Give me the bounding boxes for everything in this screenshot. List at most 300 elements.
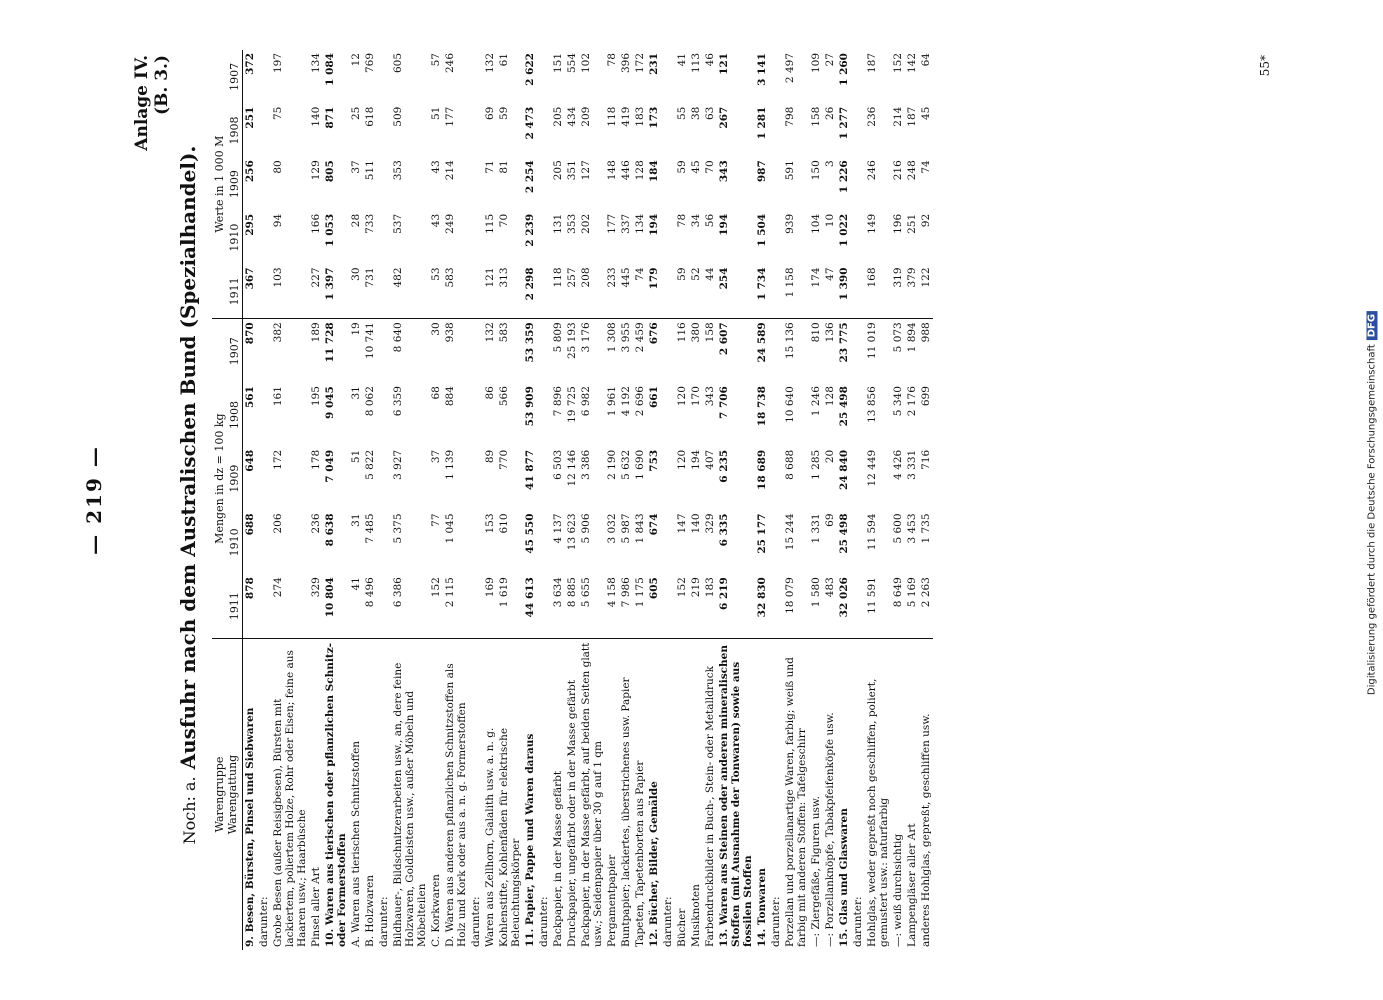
werte-cell: 78	[605, 53, 618, 67]
table-row	[919, 50, 933, 950]
table-row	[675, 50, 689, 950]
mengen-cell	[851, 319, 865, 383]
werte-cell: 1 390	[837, 267, 850, 301]
werte-cell: 227	[309, 267, 322, 288]
mengen-cell: 10 640	[783, 386, 796, 423]
mengen-year-1907: 1907	[227, 319, 243, 383]
werte-cell: 343	[717, 160, 730, 183]
mengen-cell	[469, 447, 483, 511]
header-goods	[212, 639, 243, 951]
mengen-cell: 4 426	[891, 449, 904, 480]
mengen-cell: 5 073	[891, 319, 905, 383]
mengen-cell: 45 550	[523, 513, 536, 554]
mengen-cell: 18 079	[783, 577, 796, 614]
werte-cell: 177	[443, 106, 456, 127]
table-row	[633, 50, 647, 950]
mengen-cell: 566	[497, 386, 510, 407]
mengen-cell: 153	[483, 513, 496, 534]
table-row	[242, 50, 257, 950]
mengen-cell: 2 115	[443, 577, 456, 608]
werte-cell	[769, 211, 783, 265]
mengen-cell: 1 961	[605, 386, 618, 417]
werte-cell: 142	[905, 53, 918, 74]
werte-cell: 75	[271, 106, 284, 121]
mengen-cell: 8 062	[363, 386, 376, 417]
row-label: Waren aus Zellhorn, Galalith usw. a. n. g.	[483, 639, 497, 951]
mengen-cell: 3 634	[551, 577, 564, 608]
werte-cell: 140	[309, 106, 322, 127]
werte-cell: 174	[809, 267, 822, 288]
mengen-cell: 1 285	[809, 449, 822, 480]
werte-cell: 1 504	[755, 213, 768, 247]
werte-cell	[469, 264, 483, 318]
werte-cell: 246	[443, 53, 456, 74]
row-label: Tapeten, Tapetenborten aus Papier	[633, 639, 647, 951]
mengen-cell	[257, 574, 271, 638]
row-label: 15. Glas und Glaswaren	[837, 639, 851, 951]
table-row	[429, 50, 443, 950]
mengen-cell: 343	[703, 386, 716, 407]
mengen-cell	[851, 510, 865, 574]
mengen-cell: 147	[675, 513, 688, 534]
mengen-cell: 483	[823, 577, 836, 598]
mengen-cell: 10 804	[323, 577, 336, 618]
mengen-cell: 31	[349, 513, 362, 527]
werte-cell	[257, 264, 271, 318]
mengen-cell: 770	[497, 449, 510, 470]
mengen-cell: 1 331	[809, 513, 822, 544]
werte-cell: 372	[243, 53, 256, 75]
row-label: B. Holzwaren	[363, 639, 377, 951]
row-label: 10. Waren aus tierischen oder pflanzlichen Schnitz- oder Formerstoffen	[323, 639, 349, 951]
mengen-cell: 32 830	[755, 577, 768, 618]
werte-cell: 187	[865, 53, 878, 74]
werte-cell	[769, 157, 783, 211]
mengen-cell: 1 843	[633, 513, 646, 544]
mengen-cell: 1 894	[905, 319, 919, 383]
mengen-cell: 53 359	[523, 319, 537, 383]
werte-cell: 80	[271, 160, 284, 174]
mengen-cell: 219	[689, 577, 702, 598]
mengen-cell	[769, 383, 783, 447]
mengen-cell: 25 177	[755, 513, 768, 554]
werte-cell: 71	[483, 160, 496, 174]
mengen-cell: 380	[689, 319, 703, 383]
header-werte: Werte in 1 000 M	[212, 135, 226, 233]
mengen-cell	[851, 383, 865, 447]
mengen-cell: 7 896	[551, 386, 564, 417]
werte-cell: 209	[579, 106, 592, 127]
werte-cell	[769, 104, 783, 158]
werte-cell: 41	[675, 53, 688, 67]
mengen-year-1911: 1911	[227, 592, 241, 621]
werte-cell: 434	[565, 106, 578, 127]
mengen-cell: 3 176	[579, 319, 605, 383]
werte-cell: 1 397	[323, 267, 336, 301]
werte-cell: 70	[497, 213, 510, 228]
mengen-cell: 648	[243, 449, 256, 472]
mengen-cell	[537, 510, 551, 574]
werte-cell: 183	[633, 106, 646, 127]
werte-cell: 1 022	[837, 213, 850, 247]
mengen-cell	[469, 510, 483, 574]
werte-cell	[661, 211, 675, 265]
werte-year-1911: 1911	[227, 277, 241, 306]
werte-cell: 52	[689, 267, 702, 281]
werte-cell: 1 281	[755, 106, 768, 140]
mengen-cell	[661, 510, 675, 574]
table-row	[523, 50, 537, 950]
werte-cell: 55	[675, 106, 688, 121]
mengen-cell: 2 263	[919, 577, 932, 608]
werte-cell: 379	[905, 267, 918, 288]
werte-cell: 59	[497, 106, 510, 121]
mengen-cell: 8 496	[363, 577, 376, 608]
werte-cell: 177	[605, 213, 618, 234]
werte-cell: 109	[809, 53, 822, 74]
werte-cell: 257	[565, 267, 578, 288]
mengen-cell: 51	[349, 449, 362, 464]
mengen-cell: 11 019	[865, 319, 891, 383]
werte-cell: 313	[497, 267, 510, 288]
werte-cell: 43	[429, 160, 442, 174]
row-label: Packpapier, in der Masse gefärbt	[551, 639, 565, 951]
row-label: Bücher	[675, 639, 689, 951]
mengen-cell: 15 136	[783, 319, 809, 383]
mengen-cell: 6 219	[717, 577, 730, 611]
werte-cell	[469, 157, 483, 211]
werte-cell: 216	[891, 160, 904, 181]
werte-cell: 102	[579, 53, 592, 74]
mengen-cell: 23 775	[837, 319, 851, 383]
werte-cell: 214	[443, 160, 456, 181]
werte-cell: 121	[717, 53, 730, 75]
werte-cell: 396	[619, 53, 632, 74]
werte-cell: 605	[391, 53, 404, 74]
mengen-cell: 2 176	[905, 386, 918, 417]
mengen-cell: 120	[675, 449, 688, 470]
mengen-cell: 183	[703, 577, 716, 598]
werte-cell: 56	[703, 213, 716, 228]
row-label: —: weiß durchsichtig	[891, 639, 905, 951]
mengen-cell: 5 655	[579, 577, 592, 608]
werte-cell: 121	[483, 267, 496, 288]
werte-cell: 128	[633, 160, 646, 181]
werte-cell: 419	[619, 106, 632, 127]
mengen-cell: 407	[703, 449, 716, 470]
werte-cell: 554	[565, 53, 578, 74]
mengen-cell: 236	[309, 513, 322, 534]
mengen-cell: 11 594	[865, 513, 878, 551]
mengen-cell: 6 503	[551, 449, 564, 480]
table-row	[483, 50, 497, 950]
mengen-cell: 30	[429, 319, 443, 383]
werte-cell: 805	[323, 160, 336, 183]
title-prefix: Noch: a.	[179, 776, 199, 845]
mengen-cell: 610	[497, 513, 510, 534]
werte-cell: 254	[717, 267, 730, 290]
werte-cell	[377, 264, 391, 318]
mengen-cell: 3 927	[391, 449, 404, 480]
werte-cell: 509	[391, 106, 404, 127]
mengen-cell: 5 906	[579, 513, 592, 544]
mengen-cell: 140	[689, 513, 702, 534]
appendix-label	[132, 55, 172, 151]
mengen-year-1909: 1909	[227, 464, 241, 493]
werte-cell: 44	[703, 267, 716, 281]
export-table	[212, 50, 933, 950]
mengen-cell: 128	[823, 386, 836, 407]
mengen-cell: 31	[349, 386, 362, 400]
werte-cell: 74	[633, 267, 646, 281]
table-row	[497, 50, 523, 950]
werte-cell	[661, 104, 675, 158]
werte-cell: 59	[675, 160, 688, 174]
werte-cell: 231	[647, 53, 660, 75]
mengen-cell: 5 987	[619, 513, 632, 544]
row-label: darunter:	[661, 639, 675, 951]
mengen-cell: 152	[675, 577, 688, 598]
werte-cell: 249	[443, 213, 456, 234]
werte-cell: 2 497	[783, 53, 796, 84]
werte-cell: 94	[271, 213, 284, 228]
werte-cell: 267	[717, 106, 730, 129]
werte-cell: 12	[349, 53, 362, 67]
mengen-cell: 77	[429, 513, 442, 527]
mengen-cell: 676	[647, 319, 661, 383]
mengen-cell	[537, 319, 551, 383]
werte-cell: 1 277	[837, 106, 850, 140]
mengen-cell	[769, 510, 783, 574]
werte-cell: 127	[579, 160, 592, 181]
row-label: darunter:	[537, 639, 551, 951]
mengen-cell: 810	[809, 319, 823, 383]
mengen-cell: 6 335	[717, 513, 730, 547]
werte-cell: 197	[271, 53, 284, 74]
mengen-cell: 6 235	[717, 449, 730, 483]
row-label: 13. Waren aus Steinen oder anderen mineralischen Stoffen (mit Ausnahme der Tonwaren) sowie aus fossilen Stoffen	[717, 639, 755, 951]
werte-cell: 583	[443, 267, 456, 288]
werte-cell: 173	[647, 106, 660, 129]
werte-cell: 446	[619, 160, 632, 181]
werte-cell: 3 141	[755, 53, 768, 86]
mengen-cell: 206	[271, 513, 284, 534]
werte-cell: 2 473	[523, 106, 536, 140]
werte-cell: 537	[391, 213, 404, 234]
werte-cell	[537, 264, 551, 318]
mengen-cell	[469, 574, 483, 638]
row-label: —: Porzellanknöpfe, Tabakpfeifenköpfe usw.	[823, 639, 837, 951]
werte-cell: 115	[483, 213, 496, 234]
werte-cell: 196	[891, 213, 904, 234]
werte-cell: 118	[551, 267, 564, 288]
werte-cell	[377, 211, 391, 265]
werte-year-1909: 1909	[227, 170, 241, 199]
werte-cell	[537, 157, 551, 211]
table-row	[891, 50, 905, 950]
mengen-cell: 5 375	[391, 513, 404, 544]
row-label: 12. Bücher, Bilder, Gemälde	[647, 639, 661, 951]
mengen-cell: 172	[271, 449, 284, 470]
mengen-cell	[661, 319, 675, 383]
werte-cell: 70	[703, 160, 716, 174]
mengen-cell	[377, 510, 391, 574]
table-row	[905, 50, 919, 950]
mengen-cell: 194	[689, 449, 702, 470]
mengen-cell: 1 580	[809, 577, 822, 608]
table-row	[605, 50, 619, 950]
row-label: Pergamentpapier	[605, 639, 619, 951]
mengen-cell: 8 638	[323, 513, 336, 547]
mengen-cell: 329	[309, 577, 322, 598]
row-label: Lampengläser aller Art	[905, 639, 919, 951]
row-label: darunter:	[851, 639, 865, 951]
mengen-cell: 25 498	[837, 386, 850, 427]
werte-cell	[661, 264, 675, 318]
mengen-cell: 2 607	[717, 319, 755, 383]
mengen-cell: 41 877	[523, 449, 536, 490]
mengen-cell: 7 986	[619, 577, 632, 608]
mengen-cell: 136	[823, 319, 837, 383]
werte-cell: 295	[243, 213, 256, 236]
mengen-cell: 8 688	[783, 449, 796, 480]
row-label: Kohlenstifte, Kohlenfäden für elektrische Beleuchtungskörper	[497, 639, 523, 951]
werte-cell: 798	[783, 106, 796, 127]
werte-cell: 38	[689, 106, 702, 121]
mengen-cell: 9 045	[323, 386, 336, 420]
table-row	[851, 50, 865, 950]
mengen-cell: 189	[309, 319, 323, 383]
mengen-cell: 3 453	[905, 513, 918, 544]
mengen-cell: 11 728	[323, 319, 349, 383]
mengen-cell: 583	[497, 319, 523, 383]
row-label: Musiknoten	[689, 639, 703, 951]
werte-cell	[851, 211, 865, 265]
werte-cell: 2 254	[523, 160, 536, 194]
mengen-cell: 19	[349, 319, 363, 383]
mengen-cell: 329	[703, 513, 716, 534]
mengen-cell: 716	[919, 449, 932, 470]
werte-cell: 3	[823, 160, 836, 167]
table-row	[537, 50, 551, 950]
werte-cell: 166	[309, 213, 322, 234]
werte-cell	[257, 104, 271, 158]
werte-cell: 319	[891, 267, 904, 288]
mengen-cell: 382	[271, 319, 309, 383]
werte-cell: 134	[633, 213, 646, 234]
werte-cell: 445	[619, 267, 632, 288]
werte-cell: 1 053	[323, 213, 336, 247]
werte-cell: 731	[363, 267, 376, 288]
mengen-cell: 161	[271, 386, 284, 407]
table-row	[823, 50, 837, 950]
mengen-cell	[661, 447, 675, 511]
mengen-cell: 195	[309, 386, 322, 407]
mengen-cell: 86	[483, 386, 496, 400]
werte-cell: 149	[865, 213, 878, 234]
werte-cell: 246	[865, 160, 878, 181]
werte-cell: 53	[429, 267, 442, 281]
header-mengen: Mengen in dz = 100 kg	[212, 319, 227, 639]
werte-cell: 871	[323, 106, 336, 129]
mengen-cell: 1 735	[919, 513, 932, 544]
mengen-cell: 5 822	[363, 449, 376, 480]
mengen-cell: 69	[823, 513, 836, 527]
werte-cell	[851, 104, 865, 158]
werte-cell: 45	[689, 160, 702, 174]
mengen-cell: 1 175	[633, 577, 646, 608]
werte-cell: 184	[647, 160, 660, 183]
page-title	[176, 55, 200, 935]
mengen-cell: 7 485	[363, 513, 376, 544]
mengen-cell	[469, 319, 483, 383]
row-label: 9. Besen, Bürsten, Pinsel und Siebwaren	[242, 639, 257, 951]
mengen-cell	[257, 447, 271, 511]
mengen-cell: 1 139	[443, 449, 456, 480]
page-number: — 219 —	[81, 445, 106, 555]
table-row	[661, 50, 675, 950]
mengen-cell: 12 449	[865, 449, 878, 487]
row-label: Grobe Besen (außer Reisigbesen), Bürsten mit lackiertem, poliertem Holze, Rohr oder Eisen; feine aus Haaren usw.; Haarbüsche	[271, 639, 309, 951]
werte-cell: 618	[363, 106, 376, 127]
werte-cell	[469, 50, 483, 104]
mengen-cell	[377, 447, 391, 511]
werte-cell: 769	[363, 53, 376, 74]
werte-cell: 172	[633, 53, 646, 74]
mengen-cell: 688	[243, 513, 256, 536]
werte-cell: 1 734	[755, 267, 768, 301]
mengen-cell	[769, 574, 783, 638]
row-label: A. Waren aus tierischen Schnitzstoffen	[349, 639, 363, 951]
mengen-cell	[851, 447, 865, 511]
table-row	[689, 50, 703, 950]
mengen-cell: 1 308	[605, 319, 619, 383]
mengen-cell: 4 192	[619, 386, 632, 417]
werte-cell	[257, 50, 271, 104]
werte-cell	[769, 264, 783, 318]
werte-cell: 208	[579, 267, 592, 288]
mengen-cell: 13 856	[865, 386, 878, 423]
werte-cell: 205	[551, 160, 564, 181]
table-row	[363, 50, 377, 950]
mengen-cell: 274	[271, 577, 284, 598]
appendix-title: Anlage IV.	[131, 55, 152, 151]
werte-cell: 337	[619, 213, 632, 234]
rotated-table-page	[72, 35, 1312, 965]
werte-cell: 47	[823, 267, 836, 281]
mengen-cell: 120	[675, 386, 688, 407]
table-row	[257, 50, 271, 950]
werte-cell: 214	[891, 106, 904, 127]
mengen-cell: 2 190	[605, 449, 618, 480]
werte-cell: 987	[755, 160, 768, 183]
mengen-cell: 170	[689, 386, 702, 407]
werte-cell: 251	[905, 213, 918, 234]
werte-cell	[661, 50, 675, 104]
werte-cell: 37	[349, 160, 362, 174]
werte-cell: 1 260	[837, 53, 850, 86]
mengen-cell: 24 589	[755, 319, 769, 383]
mengen-cell: 37	[429, 449, 442, 464]
werte-cell: 194	[717, 213, 730, 236]
mengen-cell: 3 955	[619, 319, 633, 383]
mengen-cell: 41	[349, 577, 362, 591]
werte-cell: 30	[349, 267, 362, 281]
mengen-cell: 605	[647, 577, 660, 600]
mengen-cell: 178	[309, 449, 322, 470]
table-row	[647, 50, 661, 950]
mengen-cell: 5 632	[619, 449, 632, 480]
